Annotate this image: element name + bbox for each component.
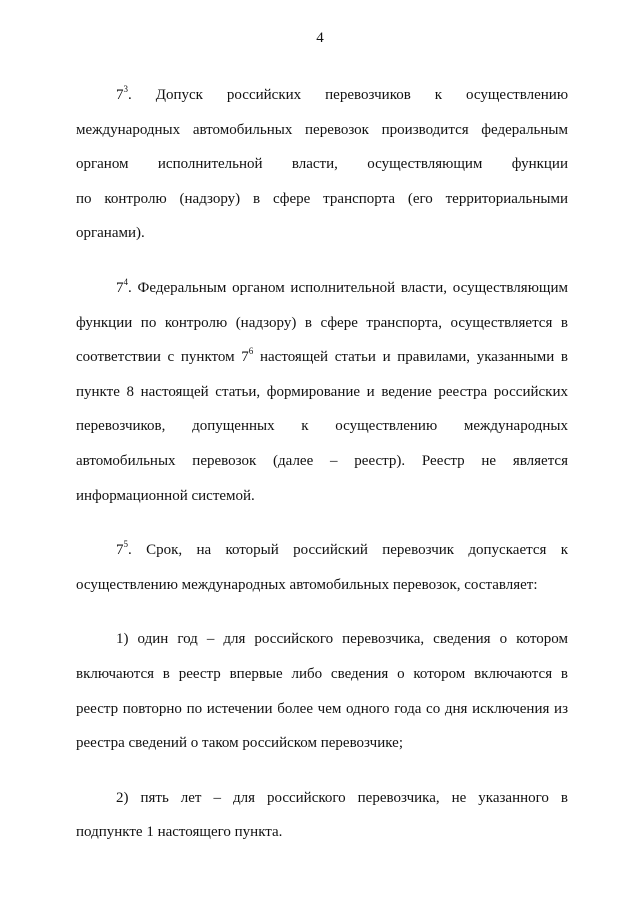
superscript-index: 3: [123, 84, 128, 94]
text-line: включаются в реестр впервые либо сведения о котором включаются в: [76, 665, 568, 682]
text-line: $7^3$. Допуск российских перевозчиков к осуществлению: [116, 84, 569, 103]
superscript-index: 6: [248, 346, 254, 357]
text-line: информационной системой.: [76, 487, 255, 504]
subitem-1: [76, 622, 568, 760]
text-line: подпункте 1 настоящего пункта.: [76, 824, 283, 841]
text-line: по контролю (надзору) в сфере транспорта (его территориальными: [76, 190, 568, 207]
text-line: 2) пять лет – для российского перевозчика, не указанного в: [116, 789, 568, 806]
text-line: автомобильных перевозок (далее – реестр). Реестр не является: [76, 452, 568, 469]
superscript-index: 4: [123, 276, 128, 287]
text-line: соответствии с пунктом $7^6$ настоящей статьи и правилами, указанными в: [76, 346, 568, 366]
text-line: функции по контролю (надзору) в сфере транспорта, осуществляется в: [76, 314, 568, 331]
text-line: $7^4$. Федеральным органом исполнительной власти, осуществляющим: [116, 276, 568, 296]
text-line: международных автомобильных перевозок производится федеральным: [76, 121, 568, 138]
text-line: пункте 8 настоящей статьи, формирование и ведение реестра российских: [76, 383, 568, 400]
text-line: осуществлению международных автомобильных перевозок, составляет:: [76, 576, 538, 593]
paragraph-7-5: [76, 533, 568, 602]
text-line: 1) один год – для российского перевозчика, сведения о котором: [116, 631, 568, 648]
superscript-index: 5: [123, 539, 128, 550]
text-line: органами).: [76, 225, 145, 242]
text-line: органом исполнительной власти, осуществляющим функции: [76, 156, 568, 173]
subitem-2: [76, 781, 568, 850]
document-body: [76, 78, 568, 870]
paragraph-7-3: [76, 78, 568, 251]
text-line: перевозчиков, допущенных к осуществлению международных: [76, 418, 568, 435]
text-line: $7^5$. Срок, на который российский перевозчик допускается к: [116, 539, 569, 559]
text-line: реестра сведений о таком российском перевозчике;: [76, 735, 403, 752]
text-line: реестр повторно по истечении более чем одного года со дня исключения из: [76, 700, 568, 717]
page-number: 4: [316, 30, 324, 46]
paragraph-7-4: [76, 271, 568, 513]
